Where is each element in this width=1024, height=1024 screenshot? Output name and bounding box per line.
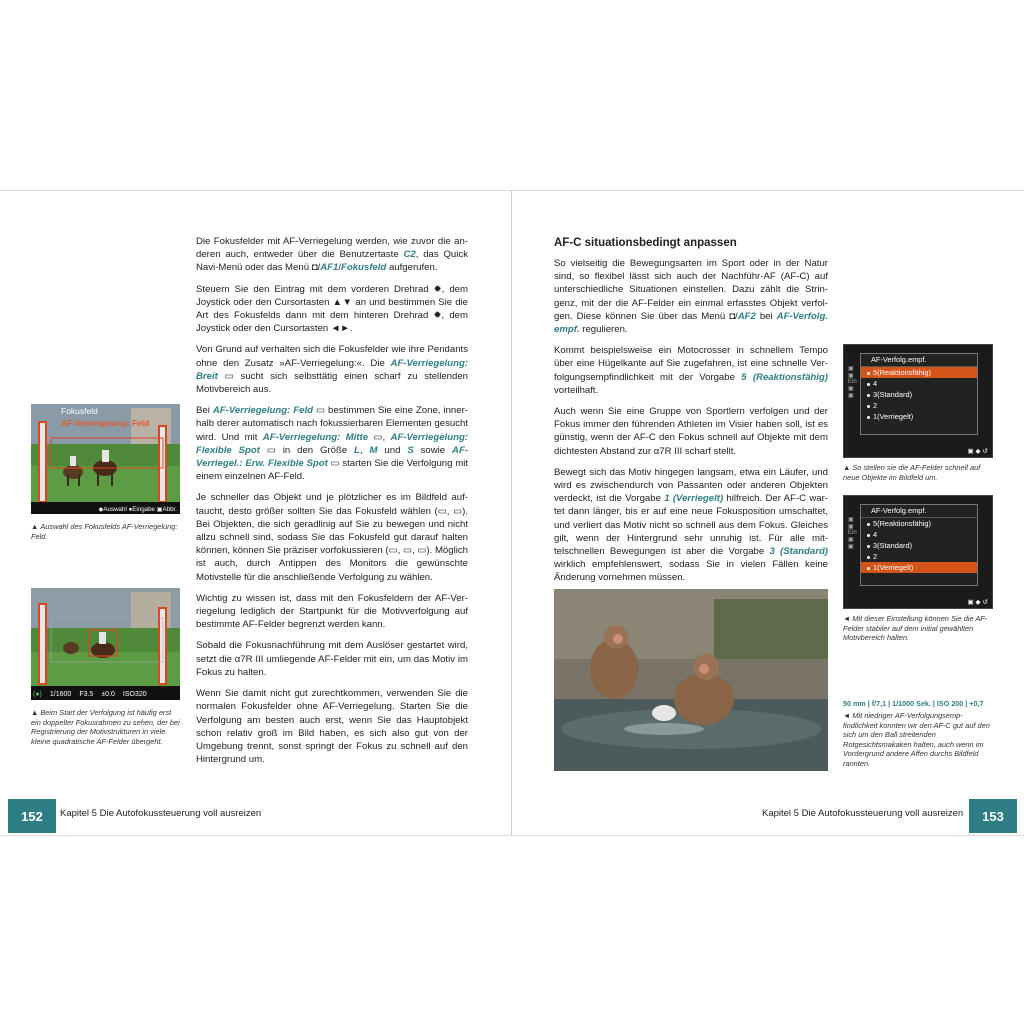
caption-menu-reactive <box>843 463 993 482</box>
footer-chapter-left: Kapitel 5 Die Autofokussteuerung voll ausreizen <box>60 808 262 819</box>
camera-menu-screen-reactive <box>843 344 993 458</box>
caption-text: Mit niedriger AF-Verfolgungsempfindlichkeit konnten wir den AF-C gut auf den sich um den Ball streitenden Rotgesichtsmakaken halten, auch wenn im Vordergrund andere Affen durchs Bildfeld rannten. <box>843 711 990 768</box>
body-paragraph <box>196 235 468 275</box>
menu-options <box>861 367 977 422</box>
text-run: ▭, <box>368 431 391 443</box>
menu-option-label: 5(Reaktionsfähig) <box>873 368 931 377</box>
menu-option[interactable] <box>861 551 977 562</box>
menu-title: AF-Verfolg.empf. <box>861 505 977 518</box>
caption-text: Beim Start der Verfolgung ist häufig erst ein doppelter Fokusrahmen zu sehen, der bei Registrierung der Motivstrukturen in viele kleine quadratische AF-Felder übergeht. <box>31 708 180 746</box>
emphasis-term: AF-Verriegel.: Erw. Flexible Spot <box>196 444 468 470</box>
caption-triangle-icon: ▲ <box>31 708 41 717</box>
caption-text: Mit dieser Einstellung können Sie die AF-Felder stabiler auf dem initial gewählten Motivbereich halten. <box>843 614 988 643</box>
screen-bottom-bar: ◆Auswahl ●Eingabe ▣Abbr. <box>98 506 177 513</box>
text-run: sowie <box>413 444 453 456</box>
menu-option-label: 4 <box>873 379 878 388</box>
body-paragraph <box>196 404 468 483</box>
book-spread <box>0 190 1024 836</box>
text-run: Wichtig zu wissen ist, dass mit den Fokusfeldern der AF-Verriegelung lediglich der Startpunkt für die Motivverfolgung auf bestimmte AF-Felder begrenzt werden kann. <box>196 592 468 631</box>
menu-option[interactable] <box>861 540 977 551</box>
body-paragraph <box>196 491 468 583</box>
emphasis-term: C2 <box>403 249 416 261</box>
text-run: hilfreich. Der AF-C wartet dann länger, bis er auf eine neue Fokusposition umschaltet, und verliert das Motiv nicht so schnell aus dem Fokus. Gleiches gilt, wenn der Hintergrund sehr unruhig ist. Für alle mittelschnellen Bewegungen ist aber die Vorgabe <box>554 493 828 558</box>
radio-dot-icon <box>867 523 870 526</box>
body-paragraph <box>196 283 468 336</box>
caption-focus-field <box>31 522 181 541</box>
menu-side-icons: ▣ ▣ Ein ▣ ▣ <box>848 366 857 399</box>
radio-dot-icon <box>867 372 870 375</box>
menu-option[interactable] <box>861 389 977 400</box>
menu-option-label: 1(Verriegelt) <box>873 412 914 421</box>
shutter-value: 1/1600 <box>49 691 72 698</box>
aperture-value: F3.5 <box>79 691 94 698</box>
text-run: Die Fokusfelder mit AF-Verriegelung werden, wie zuvor die anderen auch, entweder über die Benutzertaste <box>196 236 468 261</box>
emphasis-term: AF1 <box>320 262 339 274</box>
emphasis-term: 1 (Verriegelt) <box>664 493 724 505</box>
right-body-text <box>554 257 828 593</box>
emphasis-term: AF-Verriegelung: Flexible Spot <box>196 431 468 456</box>
mode-icon: (●) <box>33 691 42 698</box>
radio-dot-icon <box>867 567 870 570</box>
camera-icon: ◘ <box>729 310 736 322</box>
text-run: Auch wenn Sie eine Gruppe von Sportlern verfolgen und der Fokus immer den führenden Athleten im Visier haben soll, ist es günstig, wenn der AF-C den Fokus schnell auf Objekte mit dem dichtesten Abstand zur α7R III scharf stellt. <box>554 406 828 457</box>
caption-tracking <box>31 708 181 746</box>
text-run: und <box>377 444 408 456</box>
text-run: Je schneller das Objekt und je plötzlicher es im Bildfeld auftaucht, desto größer sollten Sie das Fokusfeld wählen (▭, ▭). Bei Objekten, die sich geradlinig auf Sie zu bewegen und nicht allzu schnell sind, sodass Sie das Fokusfeld gut darauf halten können, können Sie präziser vorfokussieren (▭, ▭, ▭). Möglich ist auch, durch Antippen des Monitors die gewünschte Motivstelle für die anschließende Verfolgung zu wählen. <box>196 492 468 583</box>
text-run: , <box>359 444 370 456</box>
menu-option-label: 1(Verriegelt) <box>873 563 914 572</box>
menu-option[interactable] <box>861 562 977 573</box>
text-run: ▭ sucht sich selbsttätig einen scharf zu stellenden Motivbereich aus. <box>196 370 468 396</box>
radio-dot-icon <box>867 416 870 419</box>
menu-back-icons: ▣ ◆ ↺ <box>967 448 988 455</box>
emphasis-term: AF-Verfolg. empf. <box>554 310 828 336</box>
caption-triangle-icon: ▲ <box>843 463 853 472</box>
page-number-right: 153 <box>969 799 1017 833</box>
text-run: ▭ bestimmen Sie eine Zone, innerhalb derer automatisch nach fokussierbaren Elementen gesucht wird. Und mit <box>196 405 468 443</box>
radio-dot-icon <box>867 545 870 548</box>
camera-screen-tracking <box>31 588 180 700</box>
emphasis-term: M <box>369 444 378 456</box>
text-run: Steuern Sie den Eintrag mit dem vorderen Drehrad ✹, dem Joystick oder den Cursortasten ▲▼ an und bestimmen Sie die Art des Fokusfelds dann mit dem hinteren Drehrad ✹, dem Joystick oder den Cursortasten ◄►. <box>196 283 468 335</box>
menu-option-label: 2 <box>873 401 878 410</box>
af-tracking-menu <box>860 353 978 435</box>
exposure-readout <box>33 691 147 698</box>
camera-menu-screen-locked <box>843 495 993 609</box>
snow-monkeys-image <box>554 589 828 771</box>
caption-text: Auswahl des Fokusfelds AF-Verriegelung: Feld. <box>31 522 178 541</box>
body-paragraph <box>196 639 468 679</box>
radio-dot-icon <box>867 383 870 386</box>
menu-back-icons: ▣ ◆ ↺ <box>967 599 988 606</box>
text-run: / <box>338 262 341 274</box>
camera-icon: ◘ <box>311 262 318 274</box>
text-run: ▭ in den Größe <box>259 444 355 456</box>
iso-value: ISO320 <box>122 691 147 698</box>
menu-option[interactable] <box>861 400 977 411</box>
menu-option-label: 4 <box>873 530 878 539</box>
af-tracking-menu <box>860 504 978 586</box>
radio-dot-icon <box>867 405 870 408</box>
emphasis-term: AF-Verriegelung: Mitte <box>262 431 369 443</box>
screen-subtitle: AF-Verriegelung: Feld <box>61 418 150 428</box>
menu-option[interactable] <box>861 411 977 422</box>
body-paragraph <box>554 466 828 585</box>
text-run: wirklich empfehlenswert, sodass Sie in vielen Fällen keine Änderung vornehmen müssen. <box>554 559 828 584</box>
emphasis-term: AF-Verriegelung: Feld <box>212 405 314 417</box>
emphasis-term: S <box>407 444 414 456</box>
photo-exif: 50 mm | f/7,1 | 1/1000 Sek. | ISO 200 | +0,7 <box>843 699 984 708</box>
body-paragraph <box>196 343 468 396</box>
emphasis-term: AF-Verriegelung: Breit <box>196 357 468 382</box>
exposure-value: ±0.0 <box>101 691 115 698</box>
text-run: bei <box>755 310 777 322</box>
page-right <box>512 191 1024 835</box>
text-run: Wenn Sie damit nicht gut zurechtkommen, verwenden Sie die normalen Fokusfelder ohne AF-Verriegelung. Starten Sie die Verfolgung am besten auch erst, wenn Sie das Hauptobjekt schon relativ groß im Bild haben, es sich also gut von der Umgebung trennt, sonst springt der Fokus zu schnell auf den Hintergrund um. <box>196 688 468 766</box>
caption-menu-locked <box>843 614 993 643</box>
body-paragraph <box>554 405 828 458</box>
menu-title: AF-Verfolg.empf. <box>861 354 977 367</box>
text-run: Sobald die Fokusnachführung mit dem Auslöser gestartet wird, setzt die α7R III umliegende AF-Felder mit ein, um das Motiv im Fokus zu halten. <box>196 640 468 678</box>
body-paragraph <box>554 257 828 336</box>
text-run: / <box>317 262 321 274</box>
text-run: , das Quick Navi-Menü oder das Menü <box>196 249 468 274</box>
text-run: / <box>735 310 738 322</box>
footer-chapter-right: Kapitel 5 Die Autofokussteuerung voll ausreizen <box>762 808 964 819</box>
body-paragraph <box>196 592 468 632</box>
menu-option[interactable] <box>861 529 977 540</box>
radio-dot-icon <box>867 556 870 559</box>
emphasis-term: L <box>354 444 360 456</box>
menu-option-label: 2 <box>873 552 878 561</box>
text-run: vorteilhaft. <box>554 384 599 396</box>
emphasis-term: Fokusfeld <box>340 262 387 274</box>
text-run: Bewegt sich das Motiv hingegen langsam, etwa ein Läufer, und wird es zwischendurch von Passanten oder anderen Objekten verdeckt, ist die Vorgabe <box>554 466 828 505</box>
menu-option[interactable] <box>861 378 977 389</box>
caption-triangle-icon: ◄ <box>843 711 853 720</box>
text-run: aufgerufen. <box>386 262 438 274</box>
page-left <box>0 191 511 835</box>
emphasis-term: AF2 <box>737 310 756 322</box>
camera-screen-focus-field <box>31 404 180 514</box>
radio-dot-icon <box>867 394 870 397</box>
menu-option-label: 3(Standard) <box>873 541 913 550</box>
screen-title: Fokusfeld <box>61 406 98 416</box>
menu-option-label: 5(Reaktionsfähig) <box>873 519 931 528</box>
monkey-photo <box>554 589 828 771</box>
text-run: Kommt beispielsweise ein Motocrosser in schnellem Tempo über eine Hügelkante auf Sie zugefahren, ist eine schnelle Verfolgungsempfindlichkeit mit der Vorgabe <box>554 345 828 383</box>
emphasis-term: 3 (Standard) <box>769 546 828 558</box>
emphasis-term: 5 (Reaktionsfähig) <box>741 371 828 383</box>
menu-side-icons: ▣ ▣ Ein ▣ ▣ <box>848 517 857 550</box>
section-heading: AF-C situationsbedingt anpassen <box>554 237 737 249</box>
text-run: regulieren. <box>579 324 628 336</box>
caption-triangle-icon: ◄ <box>843 614 853 623</box>
text-run: ▭ starten Sie die Verfolgung mit einem einzelnen AF-Feld. <box>196 458 468 483</box>
menu-option-label: 3(Standard) <box>873 390 913 399</box>
left-body-text <box>196 235 468 774</box>
body-paragraph <box>554 344 828 397</box>
caption-monkeys <box>843 711 993 769</box>
text-run: Von Grund auf verhalten sich die Fokusfelder wie ihre Pendants ohne den Zusatz »AF-Verriegelung:«. Die <box>196 344 468 369</box>
polo-tracking-image <box>31 588 180 700</box>
caption-triangle-icon: ▲ <box>31 522 41 531</box>
text-run: Bei <box>196 405 213 417</box>
menu-option[interactable] <box>861 518 977 529</box>
text-run: So vielseitig die Bewegungsarten im Sport oder in der Natur sind, so flexibel lässt sich auch der Nachführ-AF (AF-C) auf unterschiedliche Situationen einstellen. Dazu zählt die Stringenz, mit der die AF-Felder ein einmal erfasstes Objekt verfolgen. Diese können Sie über das Menü <box>554 258 828 322</box>
page-number-left: 152 <box>8 799 56 833</box>
caption-text: So stellen sie die AF-Felder schnell auf neue Objekte im Bildfeld um. <box>843 463 981 482</box>
radio-dot-icon <box>867 534 870 537</box>
body-paragraph <box>196 687 468 766</box>
menu-option[interactable] <box>861 367 977 378</box>
menu-options <box>861 518 977 573</box>
